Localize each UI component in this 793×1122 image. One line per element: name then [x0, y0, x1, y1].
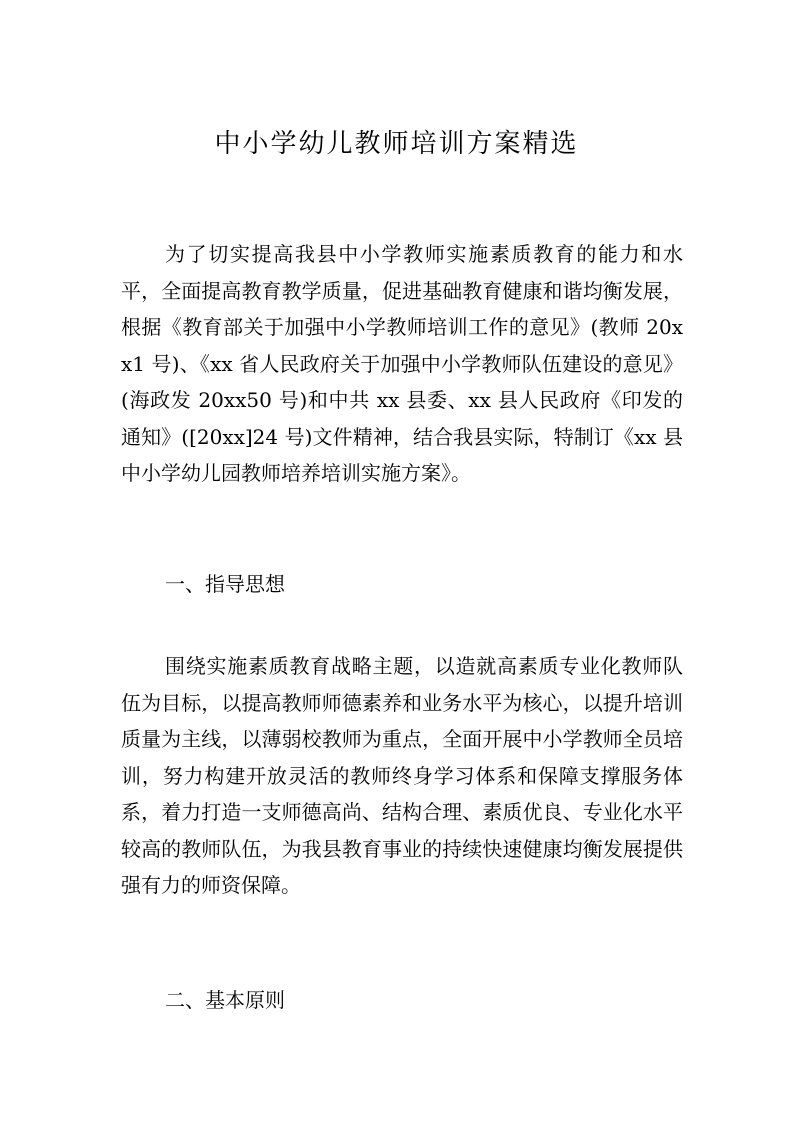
intro-paragraph: 为了切实提高我县中小学教师实施素质教育的能力和水平，全面提高教育教学质量，促进基础教育健康和谐均衡发展，根据《教育部关于加强中小学教师培训工作的意见》(教师 20xx1 号)、《xx 省人民政府关于加强中小学教师队伍建设的意见》(海政发 20xx50 号)和中共 xx 县委、xx 县人民政府《印发的通知》([20xx]24 号)文件精神，结合我县实际，特制订《xx 县中小学幼儿园教师培养培训实施方案》。	[121, 242, 683, 485]
document-title: 中小学幼儿教师培训方案精选	[214, 129, 579, 159]
section-heading-guiding-ideology: 一、指导思想	[165, 572, 285, 596]
section-heading-basic-principles: 二、基本原则	[165, 988, 285, 1012]
guiding-ideology-paragraph: 围绕实施素质教育战略主题，以造就高素质专业化教师队伍为目标，以提高教师师德素养和业务水平为核心，以提升培训质量为主线，以薄弱校教师为重点，全面开展中小学教师全员培训，努力构建开放灵活的教师终身学习体系和保障支撑服务体系，着力打造一支师德高尚、结构合理、素质优良、专业化水平较高的教师队伍，为我县教育事业的持续快速健康均衡发展提供强有力的师资保障。	[121, 654, 683, 897]
